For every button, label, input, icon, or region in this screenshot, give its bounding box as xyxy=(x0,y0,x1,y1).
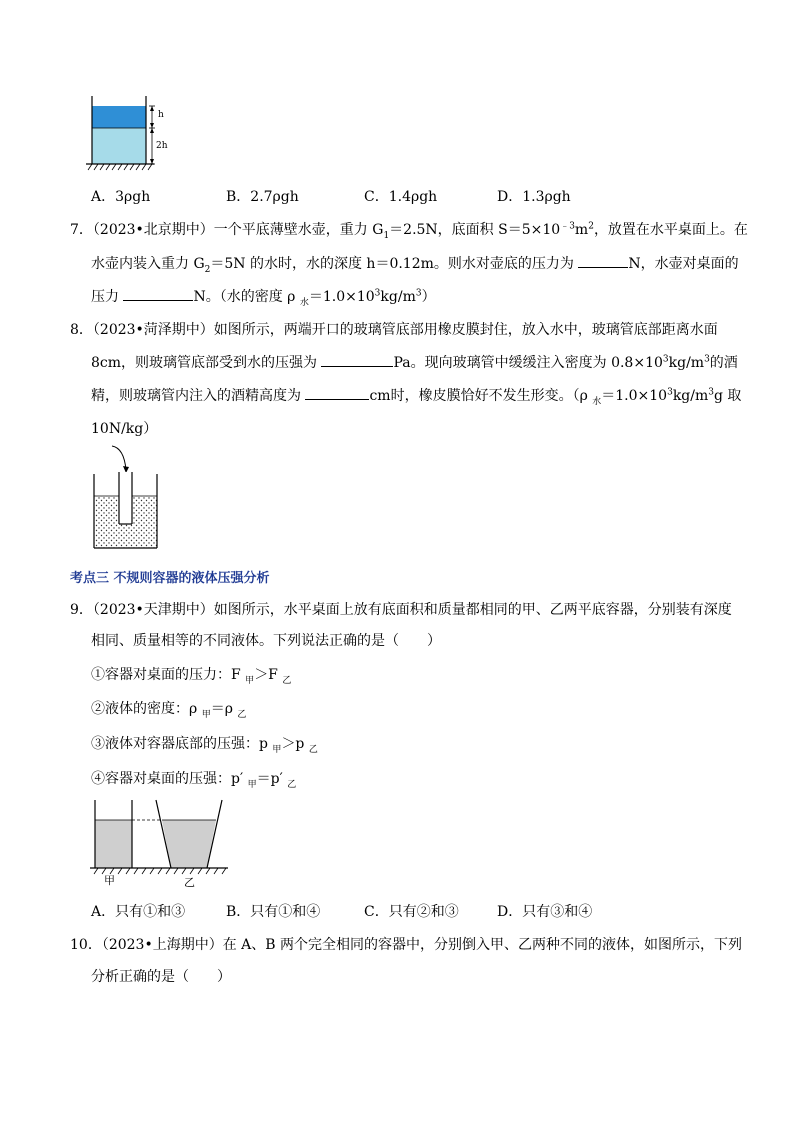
q8-line-3: 精，则玻璃管内注入的酒精高度为 cm时，橡皮膜恰好不发生形变。（ρ $_水=1.0\times 10^3kg/m^3g$ 取 xyxy=(91,387,742,407)
section-heading: 考点三 不规则容器的液体压强分析 xyxy=(70,571,270,586)
q8-blank-2[interactable] xyxy=(305,387,369,400)
q9-statement-1: ①容器对桌面的压力：F $_甲$＞F $_乙$ xyxy=(91,667,292,686)
figure-two-layer-container xyxy=(86,92,176,172)
q7-blank-1[interactable] xyxy=(578,255,628,268)
q9-option-b: B．只有①和④ xyxy=(226,904,321,920)
q9-statement-4: ④容器对桌面的压强：p′ $_甲$＝p′ $_乙$ xyxy=(91,771,297,790)
q9-statement-3: ③液体对容器底部的压强：p $_甲$＞p $_乙$ xyxy=(91,736,318,755)
figure1-label-2h: 2h xyxy=(156,141,168,151)
q7-line-2: 水壶内装入重力 $G_2=5N$ 的水时，水的深度 h＝0.12m。则水对壶底的压力为 N，水壶对桌面的 xyxy=(91,256,739,275)
q9-option-a: A．只有①和③ xyxy=(91,904,186,920)
q7-blank-2[interactable] xyxy=(123,288,193,301)
q9-line-2: 相同、质量相等的不同液体。下列说法正确的是（ ） xyxy=(91,633,441,649)
q6-option-d: D．1.3ρgh xyxy=(497,189,571,205)
q6-option-c: C．1.4ρgh xyxy=(364,189,438,205)
figure3-label-yi: 乙 xyxy=(184,876,195,889)
q6-option-a: A．3ρgh xyxy=(91,189,151,205)
q6-option-b: B．2.7ρgh xyxy=(226,189,299,205)
q8-line-4: 10N/kg） xyxy=(91,421,158,437)
figure3-label-jia: 甲 xyxy=(104,874,115,887)
q8-line-2: 8cm，则玻璃管底部受到水的压强为 Pa。现向玻璃管中缓缓注入密度为 $0.8\times 10^3kg/m^3$的酒 xyxy=(91,354,738,371)
figure-tube-in-water xyxy=(90,444,162,552)
q9-line-1: 9．（2023•天津期中）如图所示，水平桌面上放有底面积和质量都相同的甲、乙两平底容器，分别装有深度 xyxy=(70,602,732,618)
q9-option-c: C．只有②和③ xyxy=(364,904,459,920)
figure-two-containers xyxy=(90,796,230,876)
q10-line-1: 10．（2023•上海期中）在 A、B 两个完全相同的容器中，分别倒入甲、乙两种不同的液体，如图所示，下列 xyxy=(70,937,742,953)
q7-line-3: 压力 N。（水的密度 ρ $_水=1.0\times 10^3kg/m^3$） xyxy=(91,288,436,308)
q7-line-1: 7．（2023•北京期中）一个平底薄壁水壶，重力 $G_1=2.5N$，底面积 $S=5\times 10^{﹣3}m^2$，放置在水平桌面上。在 xyxy=(70,221,748,241)
q8-line-1: 8．（2023•菏泽期中）如图所示，两端开口的玻璃管底部用橡皮膜封住，放入水中，玻璃管底部距离水面 xyxy=(70,322,718,338)
q9-option-d: D．只有③和④ xyxy=(497,904,593,920)
figure1-label-h: h xyxy=(158,110,164,120)
q10-line-2: 分析正确的是（ ） xyxy=(91,969,231,985)
q9-statement-2: ②液体的密度：ρ $_甲$＝ρ $_乙$ xyxy=(91,701,247,720)
q8-blank-1[interactable] xyxy=(321,354,393,367)
